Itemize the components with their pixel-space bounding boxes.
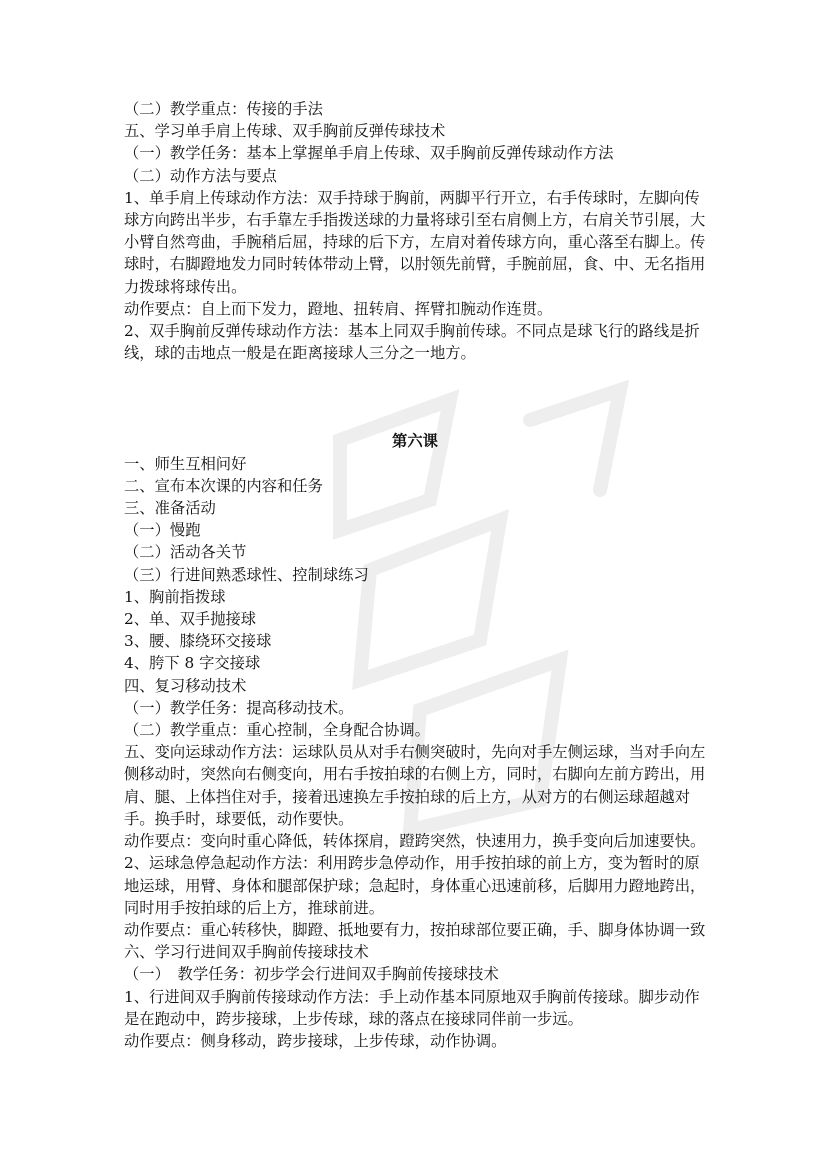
spacer	[124, 364, 706, 430]
paragraph: 动作要点：变向时重心降低，转体探肩，蹬跨突然，快速用力，换手变向后加速要快。	[124, 832, 706, 851]
paragraph: （二）教学重点：传接的手法	[124, 100, 323, 118]
paragraph: 三、准备活动	[124, 499, 216, 518]
paragraph: 2、双手胸前反弹传球动作方法：基本上同双手胸前传球。不同点是球飞行的路线是折线，球的击地点一般是在距离接球人三分之一地方。	[124, 322, 700, 363]
paragraph: （二）活动各关节	[124, 543, 247, 562]
document-body	[124, 98, 706, 1052]
paragraph: 五、学习单手肩上传球、双手胸前反弹传球技术	[124, 122, 446, 141]
paragraph: （一）教学任务：基本上掌握单手肩上传球、双手胸前反弹传球动作方法	[124, 144, 614, 163]
paragraph: 1、单手肩上传球动作方法：双手持球于胸前，两脚平行开立，右手传球时，左脚向传球方向跨出半步，右手靠左手指拨送球的力量将球引至右肩侧上方，右肩关节引展，大小臂自然弯曲，手腕稍后屈，持球的后下方，左肩对着传球方向，重心落至右脚上。传球时，右脚蹬地发力同时转体带动上臂，以肘领先前臂，手腕前屈，食、中、无名指用力拨球将球传出。	[124, 188, 706, 296]
paragraph: 二、宣布本次课的内容和任务	[124, 476, 323, 495]
section-lesson-six	[124, 453, 706, 1052]
paragraph: （一）教学任务：提高移动技术。	[124, 698, 354, 717]
paragraph: 一、师生互相问好	[124, 454, 247, 473]
paragraph: （三）行进间熟悉球性、控制球练习	[124, 565, 369, 584]
paragraph: 六、学习行进间双手胸前传接球技术	[124, 943, 369, 962]
paragraph: 1、行进间双手胸前传接球动作方法：手上动作基本同原地双手胸前传接球。脚步动作是在跑动中，跨步接球，上步传球，球的落点在接球同伴前一步远。	[124, 987, 700, 1028]
paragraph: 2、单、双手抛接球	[124, 610, 257, 629]
paragraph: 3、腰、膝绕环交接球	[124, 632, 272, 651]
paragraph: 动作要点：重心转移快，脚蹬、抵地要有力，按拍球部位要正确，手、脚身体协调一致	[124, 920, 706, 939]
paragraph: 2、运球急停急起动作方法：利用跨步急停动作，用手按拍球的前上方，变为暂时的原地运球，用臂、身体和腿部保护球；急起时，身体重心迅速前移，后脚用力蹬地跨出，同时用手按拍球的后上方，推球前进。	[124, 854, 706, 917]
paragraph: （二）动作方法与要点	[124, 166, 277, 185]
paragraph: （一） 教学任务：初步学会行进间双手胸前传接球技术	[124, 965, 499, 984]
paragraph: 4、胯下 8 字交接球	[124, 654, 261, 673]
paragraph: 四、复习移动技术	[124, 676, 247, 695]
paragraph: 1、胸前指拨球	[124, 587, 226, 606]
paragraph: （一）慢跑	[124, 521, 201, 540]
paragraph: （二）教学重点：重心控制，全身配合协调。	[124, 721, 430, 740]
paragraph: 五、变向运球动作方法：运球队员从对手右侧突破时，先向对手左侧运球，当对手向左侧移动时，突然向右侧变向，用右手按拍球的右侧上方，同时，右脚向左前方跨出，用肩、腿、上体挡住对手，接着迅速换左手按拍球的后上方，从对方的右侧运球超越对手。换手时，球要低，动作要快。	[124, 743, 706, 828]
lesson-title: 第六课	[392, 432, 438, 451]
section-passing-techniques	[124, 98, 706, 364]
paragraph: 动作要点：侧身移动，跨步接球，上步传球，动作协调。	[124, 1031, 507, 1050]
paragraph: 动作要点：自上而下发力，蹬地、扭转肩、挥臂扣腕动作连贯。	[124, 299, 553, 318]
